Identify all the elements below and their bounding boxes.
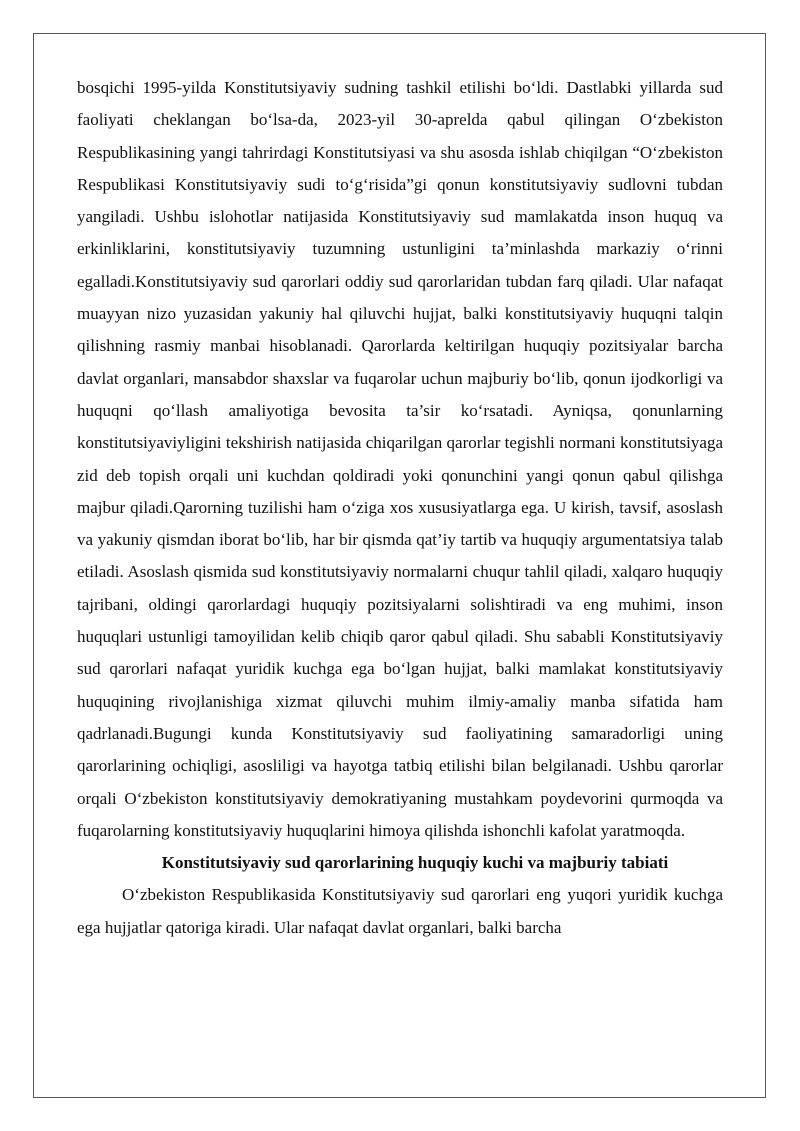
page-content — [77, 72, 723, 944]
section-heading: Konstitutsiyaviy sud qarorlarining huquqiy kuchi va majburiy tabiati — [161, 853, 669, 873]
body-paragraph-continued: O‘zbekiston Respublikasida Konstitutsiyaviy sud qarorlari eng yuqori yuridik kuchga ega hujjatlar qatoriga kiradi. Ular nafaqat davlat organlari, balki barcha — [77, 885, 723, 937]
body-paragraph: bosqichi 1995-yilda Konstitutsiyaviy sudning tashkil etilishi bo‘ldi. Dastlabki yillarda sud faoliyati cheklangan bo‘lsa-da, 2023-yil 30-aprelda qabul qilingan O‘zbekiston Respublikasining yangi tahrirdagi Konstitutsiyasi va shu asosda ishlab chiqilgan “O‘zbekiston Respublikasi Konstitutsiyaviy sudi to‘g‘risida”gi qonun konstitutsiyaviy sudlovni tubdan yangiladi. Ushbu islohotlar natijasida Konstitutsiyaviy sud mamlakatda inson huquq va erkinliklarini, konstitutsiyaviy tuzumning ustunligini ta’minlashda markaziy o‘rinni egalladi.Konstitutsiyaviy sud qarorlari oddiy sud qarorlaridan tubdan farq qiladi. Ular nafaqat muayyan nizo yuzasidan yakuniy hal qiluvchi hujjat, balki konstitutsiyaviy huquqni talqin qilishning rasmiy manbai hisoblanadi. Qarorlarda keltirilgan huquqiy pozitsiyalar barcha davlat organlari, mansabdor shaxslar va fuqarolar uchun majburiy bo‘lib, qonun ijodkorligi va huquqni qo‘llash amaliyotiga bevosita ta’sir ko‘rsatadi. Ayniqsa, qonunlarning konstitutsiyaviyligini tekshirish natijasida chiqarilgan qarorlar tegishli normani konstitutsiyaga zid deb topish orqali uni kuchdan qoldiradi yoki qonunchini yangi qonun qabul qilishga majbur qiladi.Qarorning tuzilishi ham o‘ziga xos xususiyatlarga ega. U kirish, tavsif, asoslash va yakuniy qismdan iborat bo‘lib, har bir qismda qat’iy tartib va huquqiy argumentatsiya talab etiladi. Asoslash qismida sud konstitutsiyaviy normalarni chuqur tahlil qiladi, xalqaro huquqiy tajribani, oldingi qarorlardagi huquqiy pozitsiyalarni solishtiradi va eng muhimi, inson huquqlari ustunligi tamoyilidan kelib chiqib qaror qabul qiladi. Shu sababli Konstitutsiyaviy sud qarorlari nafaqat yuridik kuchga ega bo‘lgan hujjat, balki mamlakat konstitutsiyaviy huquqining rivojlanishiga xizmat qiluvchi muhim ilmiy-amaliy manba sifatida ham qadrlanadi.Bugungi kunda Konstitutsiyaviy sud faoliyatining samaradorligi uning qarorlarining ochiqligi, asosliligi va hayotga tatbiq etilishi bilan belgilanadi. Ushbu qarorlar orqali O‘zbekiston konstitutsiyaviy demokratiyaning mustahkam poydevorini qurmoqda va fuqarolarning konstitutsiyaviy huquqlarini himoya qilishda ishonchli kafolat yaratmoqda. — [77, 78, 723, 840]
